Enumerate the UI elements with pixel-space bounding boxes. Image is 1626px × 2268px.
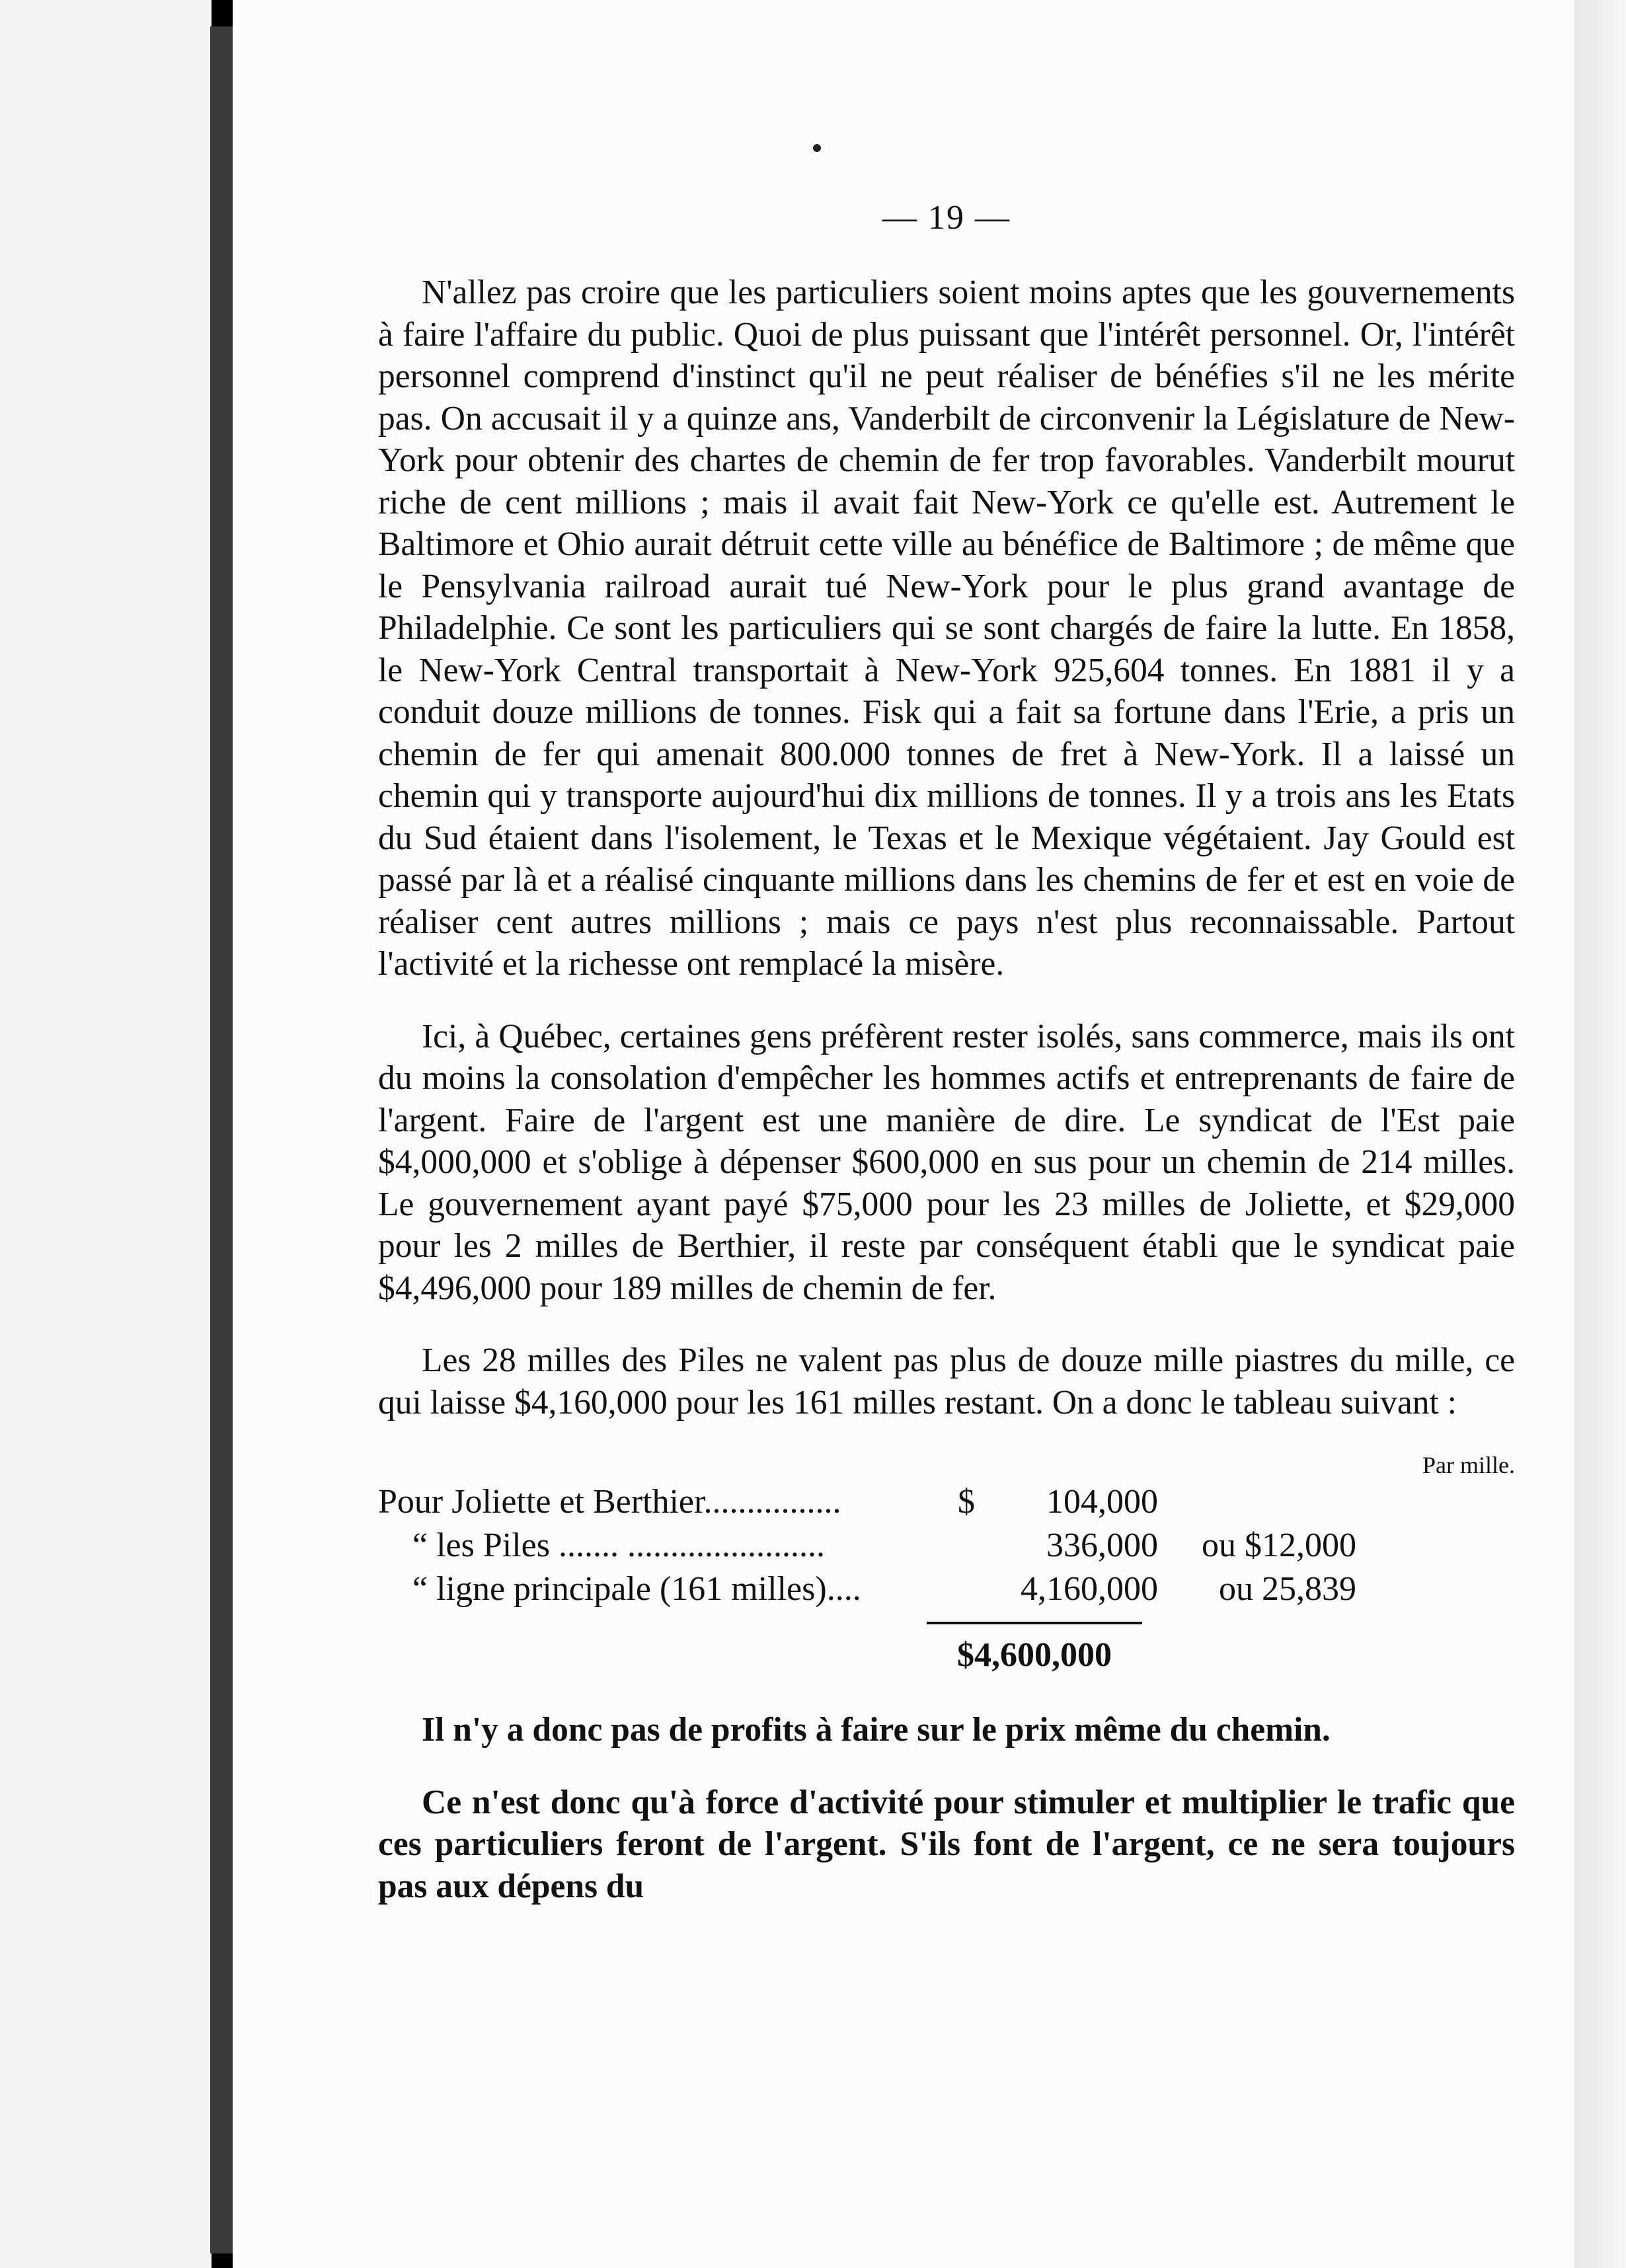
row-per-mile: ou $12,000 — [1202, 1527, 1356, 1564]
paragraph-1: N'allez pas croire que les particuliers soient moins aptes que les gouvernements à faire l'affaire du public. Quoi de plus puissant que l'intérêt personnel. Or, l'intérêt personnel comprend d'instinct qu'il ne peut réaliser de bénéfies s'il ne les mérite pas. On accusait il y a quinze ans, Vanderbilt de circonvenir la Législature de New-York pour obtenir des chartes de chemin de fer trop favorables. Vanderbilt mourut riche de cent millions ; mais il avait fait New-York ce qu'elle est. Autrement le Baltimore et Ohio aurait détruit cette ville au bénéfice de Baltimore ; de même que le Pensylvania railroad aurait tué New-York pour le plus grand avantage de Philadelphie. Ce sont les particuliers qui se sont chargés de faire la lutte. En 1858, le New-York Central transportait à New-York 925,604 tonnes. En 1881 il y a conduit douze millions de tonnes. Fisk qui a fait sa fortune dans l'Erie, a pris un chemin de fer qui amenait 800.000 tonnes de fret à New-York. Il a laissé un chemin qui y transporte aujourd'hui dix millions de tonnes. Il y a trois ans les Etats du Sud étaient dans l'isolement, le Texas et le Mexique végétaient. Jay Gould est passé par là et a réalisé cinquante millions dans les chemins de fer et est en voie de réaliser cent autres millions ; mais ce pays n'est plus reconnaissable. Partout l'activité et la richesse ont remplacé la misère. — [378, 274, 1515, 983]
previous-page-edge — [0, 0, 212, 2268]
table-total: $4,600,000 — [957, 1636, 1112, 1674]
table-row — [378, 1454, 1515, 1524]
cost-table — [378, 1454, 1515, 1677]
row-amount: 336,000 — [1046, 1527, 1158, 1564]
paragraph-2: Ici, à Québec, certaines gens préfèrent rester isolés, sans commerce, mais ils ont du moins la consolation d'empêcher les hommes actifs et entreprenants de faire de l'argent. Faire de l'argent est une manière de dire. Le syndicat de l'Est paie $4,000,000 et s'oblige à dépenser $600,000 en sus pour un chemin de 214 milles. Le gouvernement ayant payé $75,000 pour les 23 milles de Joliette, et $29,000 pour les 2 milles de Berthier, il reste par conséquent établi que le syndicat paie $4,496,000 pour 189 milles de chemin de fer. — [378, 1017, 1515, 1307]
ink-speck — [813, 144, 821, 152]
page-body — [378, 198, 1515, 1938]
dollar-sign: $ — [958, 1483, 975, 1521]
book-page — [233, 0, 1574, 2268]
page-number: — 19 — — [882, 199, 1011, 237]
row-amount: 4,160,000 — [1021, 1570, 1158, 1608]
row-label: Pour Joliette et Berthier................ — [378, 1483, 841, 1521]
table-row — [378, 1568, 1515, 1611]
per-mile-header: Par mille. — [1422, 1452, 1515, 1478]
book-spine — [210, 26, 233, 2253]
row-amount: 104,000 — [1046, 1483, 1158, 1521]
closing-paragraph-1: Il n'y a donc pas de profits à faire sur le prix même du chemin. — [422, 1711, 1331, 1749]
row-label: “ les Piles ....... ....................... — [412, 1527, 825, 1564]
closing-paragraph-2: Ce n'est donc qu'à force d'activité pour stimuler et multiplier le trafic que ces particuliers feront de l'argent. S'ils font de l'argent, ce ne sera toujours pas aux dépens du — [378, 1783, 1515, 1905]
row-label: “ ligne principale (161 milles).... — [412, 1570, 861, 1608]
paragraph-3: Les 28 milles des Piles ne valent pas plus de douze mille piastres du mille, ce qui laisse $4,160,000 pour les 161 milles restant. On a donc le tableau suivant : — [378, 1342, 1515, 1421]
table-row — [378, 1524, 1515, 1568]
row-per-mile: ou 25,839 — [1219, 1570, 1356, 1608]
total-rule — [927, 1622, 1142, 1624]
page-right-edge — [1574, 0, 1626, 2268]
